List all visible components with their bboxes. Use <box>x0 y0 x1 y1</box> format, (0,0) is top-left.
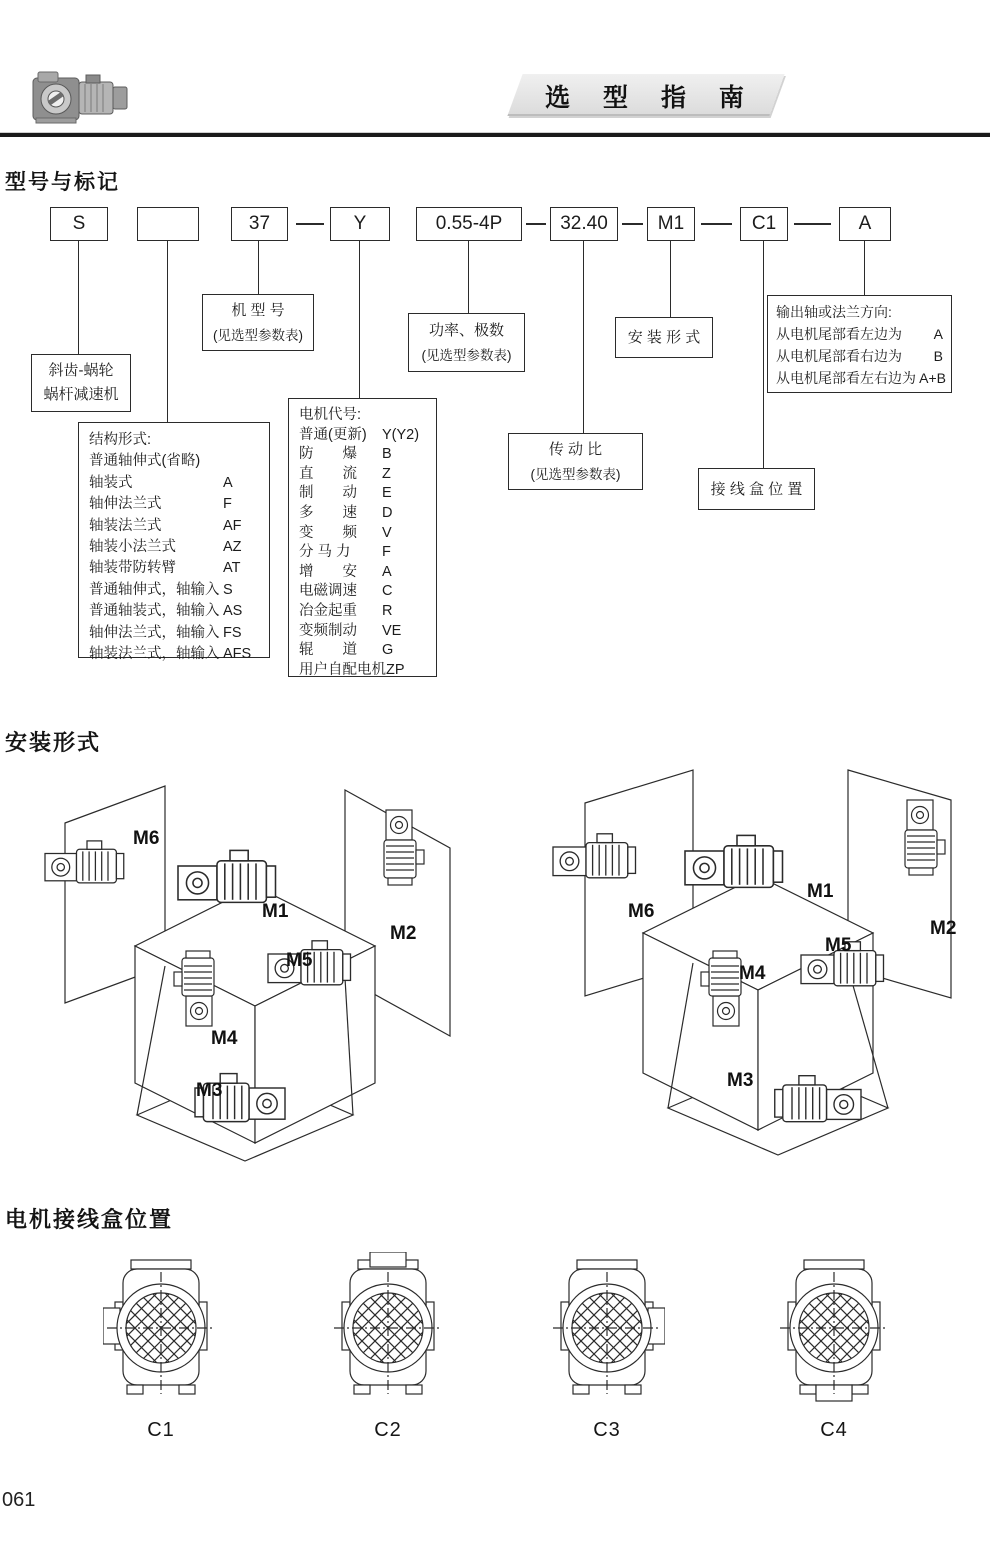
mounting-label-left-m3: M3 <box>196 1080 223 1101</box>
row-code: AF <box>223 517 242 534</box>
list-row <box>299 602 426 622</box>
row-code: F <box>382 544 391 561</box>
callout-line: 机 型 号 <box>231 301 285 319</box>
connector-line <box>78 241 79 354</box>
row-label: 普通轴伸式，轴输入 <box>89 581 220 598</box>
list-row <box>89 494 259 515</box>
mounting-label-left-m2: M2 <box>390 923 417 944</box>
row-label: 变频制动 <box>299 622 357 639</box>
callout-ratio <box>508 433 643 490</box>
connector-line <box>359 241 360 398</box>
list-row <box>776 367 946 389</box>
mounting-diagram-right <box>543 758 990 1180</box>
mounting-label-left-m6: M6 <box>133 828 160 849</box>
connector-line <box>670 241 671 317</box>
row-label: 轴伸法兰式，轴输入 <box>89 624 220 641</box>
row-spacer <box>176 558 223 579</box>
terminal-figure-label: C3 <box>593 1419 621 1441</box>
list-row <box>89 601 259 622</box>
mounting-diagram-left <box>30 768 500 1180</box>
mounting-label-right-m5: M5 <box>825 935 852 956</box>
row-spacer <box>357 563 382 583</box>
code-dash <box>794 223 831 225</box>
mounting-label-left-m4: M4 <box>211 1028 238 1049</box>
header-rule <box>0 132 990 137</box>
row-code: ZP <box>386 661 405 678</box>
row-label: 辊 道 <box>299 642 357 659</box>
list-row <box>776 323 943 345</box>
row-spacer <box>357 524 382 544</box>
row-label: 轴装法兰式，轴输入 <box>89 646 220 663</box>
callout-structure-forms <box>78 422 270 663</box>
list-row <box>89 451 259 472</box>
row-label: 变 频 <box>299 524 357 541</box>
row-code: A+B <box>919 370 946 386</box>
mounting-label-right-m3: M3 <box>727 1070 754 1091</box>
code-dash <box>526 223 546 225</box>
mounting-label-right-m6: M6 <box>628 901 655 922</box>
list-row <box>89 644 259 665</box>
section-heading-terminal: 电机接线盒位置 <box>5 1207 174 1232</box>
mounting-label-left-m5: M5 <box>286 950 313 971</box>
motor-rear-view <box>103 1252 219 1402</box>
list-row <box>299 563 426 583</box>
row-spacer <box>162 494 224 515</box>
row-code: Z <box>382 465 391 482</box>
row-label: 轴装小法兰式 <box>89 539 176 556</box>
model-code-box: A <box>839 207 891 241</box>
output-direction-rows <box>776 323 946 389</box>
row-spacer <box>367 426 382 446</box>
callout-line: (见选型参数表) <box>530 466 621 482</box>
list-row <box>89 558 259 579</box>
row-label: 普通轴装式，轴输入 <box>89 603 220 620</box>
row-spacer <box>357 504 382 524</box>
code-dash <box>622 223 643 225</box>
row-label: 冶金起重 <box>299 602 357 619</box>
connector-line <box>763 241 764 468</box>
list-row <box>299 641 426 661</box>
callout-reducer-type <box>31 354 131 412</box>
list-row <box>299 484 426 504</box>
terminal-figure-c1 <box>103 1252 219 1442</box>
list-row <box>299 504 426 524</box>
row-spacer <box>357 641 382 661</box>
connector-line <box>468 241 469 313</box>
callout-line: 传 动 比 <box>548 440 603 458</box>
list-row <box>776 345 943 367</box>
row-spacer <box>902 323 913 345</box>
mounting-label-right-m2: M2 <box>930 918 957 939</box>
row-code: E <box>382 485 392 502</box>
row-label: 防 爆 <box>299 446 357 463</box>
row-spacer <box>357 465 382 485</box>
row-label: 从电机尾部看左右边为 <box>776 370 916 386</box>
row-code: C <box>382 583 393 600</box>
callout-line: 蜗杆减速机 <box>43 386 119 403</box>
row-code: V <box>382 524 392 541</box>
row-spacer <box>357 622 382 642</box>
model-code-box: S <box>50 207 108 241</box>
model-code-box <box>137 207 199 241</box>
motor-code-rows <box>299 426 426 681</box>
row-code: AFS <box>223 646 252 663</box>
callout-line: 功率、极数 <box>428 321 504 339</box>
callout-motor-codes <box>288 398 437 677</box>
row-label: 从电机尾部看右边为 <box>776 348 902 364</box>
list-row <box>89 623 259 644</box>
row-code: A <box>223 474 233 491</box>
callout-output-direction <box>767 295 952 393</box>
row-label: 轴装法兰式 <box>89 517 162 534</box>
terminal-figure-label: C1 <box>147 1419 175 1441</box>
terminal-figure-label: C2 <box>374 1419 402 1441</box>
row-spacer <box>133 473 224 494</box>
list-row <box>89 473 259 494</box>
list-row <box>89 516 259 537</box>
row-code: A <box>933 326 943 342</box>
motor-code-title: 电机代号: <box>299 407 362 423</box>
mounting-label-right-m4: M4 <box>739 963 766 984</box>
motor-rear-view <box>549 1252 665 1402</box>
row-spacer <box>176 537 223 558</box>
list-row <box>89 537 259 558</box>
model-code-box: 32.40 <box>550 207 618 241</box>
callout-model-no <box>202 294 314 351</box>
row-label: 分 马 力 <box>299 544 351 561</box>
list-row <box>299 661 426 681</box>
list-row <box>299 445 426 465</box>
mounting-form-label: 安 装 形 式 <box>627 329 701 346</box>
callout-terminal-position <box>698 468 815 510</box>
row-code: D <box>382 504 393 521</box>
row-code: AZ <box>223 539 242 556</box>
structure-rows <box>89 451 259 665</box>
callout-line: (见选型参数表) <box>213 327 303 343</box>
list-row <box>299 426 426 446</box>
row-code: Y(Y2) <box>382 426 420 443</box>
code-dash <box>701 223 732 225</box>
row-label: 轴装带防转臂 <box>89 560 176 577</box>
output-direction-title: 输出轴或法兰方向: <box>776 304 892 320</box>
model-code-box: 37 <box>231 207 288 241</box>
mounting-label-right-m1: M1 <box>807 881 834 902</box>
row-label: 多 速 <box>299 504 357 521</box>
gearmotor-photo-logo <box>30 62 145 130</box>
callout-line: 斜齿-蜗轮 <box>48 362 114 379</box>
row-spacer <box>357 445 382 465</box>
row-spacer <box>351 543 382 563</box>
connector-line <box>583 241 584 433</box>
callout-mounting-form <box>615 317 713 358</box>
connector-line <box>258 241 259 294</box>
row-spacer <box>902 345 913 367</box>
row-label: 轴装式 <box>89 474 133 491</box>
row-label: 轴伸法兰式 <box>89 496 162 513</box>
row-spacer <box>357 602 382 622</box>
row-label: 增 安 <box>299 563 357 580</box>
mounting-label-left-m1: M1 <box>262 901 289 922</box>
structure-title: 结构形式: <box>89 432 152 448</box>
row-label: 普通轴伸式(省略) <box>89 453 201 470</box>
motor-rear-view <box>776 1252 892 1402</box>
row-spacer <box>200 451 223 472</box>
terminal-position-label: 接 线 盒 位 置 <box>710 480 803 498</box>
row-code: FS <box>223 624 242 641</box>
row-label: 电磁调速 <box>299 583 357 600</box>
row-code: G <box>382 642 394 659</box>
row-label: 普通(更新) <box>299 426 367 443</box>
list-row <box>299 465 426 485</box>
row-code: F <box>223 496 232 513</box>
row-code: S <box>223 581 233 598</box>
row-spacer <box>162 516 224 537</box>
row-spacer <box>357 582 382 602</box>
terminal-figure-c3 <box>549 1252 665 1442</box>
list-row <box>299 543 426 563</box>
section-heading-model: 型号与标记 <box>5 171 120 194</box>
row-code: B <box>933 348 943 364</box>
banner-title: 选 型 指 南 <box>545 84 757 112</box>
model-code-box: M1 <box>647 207 695 241</box>
row-code: B <box>382 446 392 463</box>
page-number: 061 <box>2 1489 36 1511</box>
row-code <box>223 451 259 472</box>
code-dash <box>296 223 324 225</box>
row-spacer <box>357 484 382 504</box>
row-code: AS <box>223 603 243 620</box>
terminal-figure-label: C4 <box>820 1419 848 1441</box>
model-code-box: Y <box>330 207 390 241</box>
row-code: VE <box>382 622 402 639</box>
connector-line <box>864 241 865 295</box>
connector-line <box>167 241 168 422</box>
callout-line: (见选型参数表) <box>421 347 512 363</box>
section-heading-mounting: 安装形式 <box>5 730 102 755</box>
list-row <box>89 580 259 601</box>
model-code-box: C1 <box>740 207 788 241</box>
list-row <box>299 622 426 642</box>
row-label: 制 动 <box>299 485 357 502</box>
row-code: R <box>382 602 393 619</box>
list-row <box>299 582 426 602</box>
row-code: AT <box>223 560 241 577</box>
row-label: 用户自配电机 <box>299 661 386 678</box>
callout-power-poles <box>408 313 525 372</box>
row-label: 从电机尾部看左边为 <box>776 326 902 342</box>
terminal-figure-c4 <box>776 1252 892 1442</box>
row-label: 直 流 <box>299 465 357 482</box>
motor-rear-view <box>330 1252 446 1402</box>
list-row <box>299 524 426 544</box>
row-code: A <box>382 563 392 580</box>
model-code-box: 0.55-4P <box>416 207 522 241</box>
terminal-figure-c2 <box>330 1252 446 1442</box>
